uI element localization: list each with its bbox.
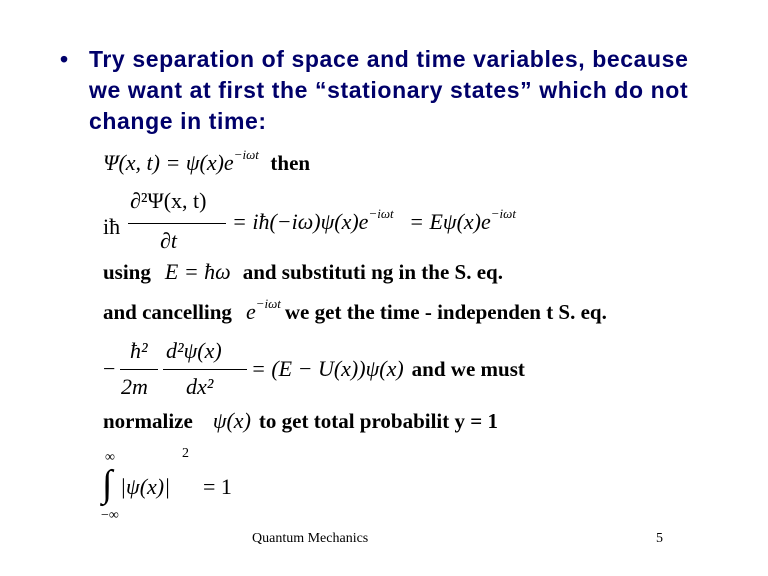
eq2-mid-text: = iħ(−iω)ψ(x)e	[232, 209, 369, 234]
eq2-numerator: ∂²Ψ(x, t)	[130, 188, 207, 213]
bullet-icon: •	[60, 46, 69, 72]
eq2-exponent-2: −iωt	[490, 206, 516, 221]
eq2-denominator: ∂t	[160, 228, 177, 253]
eq1-lhs: Ψ(x, t) = ψ(x)e	[103, 150, 234, 175]
eq2-exponent-1: −iωt	[368, 206, 394, 221]
eq1-exponent: −iωt	[233, 147, 259, 162]
eq1-then: then	[270, 151, 311, 175]
eq2-fraction-bar	[128, 223, 226, 224]
page-number: 5	[656, 531, 663, 546]
eq3-tail: and we must	[411, 357, 525, 381]
eq3-num1: ħ²	[130, 338, 148, 363]
time-independent-text: we get the time - independen t S. eq.	[284, 300, 607, 324]
integral-sign: ∫	[102, 463, 113, 505]
energy-relation: E = ħω	[164, 259, 231, 284]
substituting-text: and substituti ng in the S. eq.	[242, 260, 503, 284]
eq2-rhs-text: = Eψ(x)e	[409, 209, 491, 234]
cancel-base: e	[245, 299, 256, 324]
using-label: using	[103, 260, 151, 284]
eq3-bar1	[120, 369, 158, 370]
eq2-middle	[232, 206, 516, 235]
probability-text: to get total probabilit y = 1	[258, 409, 498, 433]
eq3-minus: −	[103, 356, 116, 381]
integral-power: 2	[182, 446, 189, 461]
equation-separation	[103, 147, 311, 176]
normalize-label: normalize	[103, 409, 193, 433]
cancel-exponent: −iωt	[255, 296, 281, 311]
bullet-point	[60, 44, 720, 137]
cancelling-label: and cancelling	[103, 300, 232, 324]
line-using	[103, 259, 503, 285]
integral-upper-limit: ∞	[105, 450, 115, 465]
eq3-rhs-line	[251, 356, 525, 382]
normalize-psi: ψ(x)	[212, 408, 251, 433]
integral-lower-limit: −∞	[101, 508, 119, 523]
integral-body: |ψ(x)|	[120, 474, 171, 499]
line-cancelling	[103, 296, 607, 325]
integral-rhs: = 1	[203, 474, 232, 499]
eq3-num2: d²ψ(x)	[166, 338, 222, 363]
line-normalize	[103, 408, 498, 434]
eq3-bar2	[163, 369, 247, 370]
eq3-den1: 2m	[121, 374, 148, 399]
eq3-rhs: = (E − U(x))ψ(x)	[251, 356, 404, 381]
eq3-den2: dx²	[186, 374, 214, 399]
bullet-text: Try separation of space and time variables, because we want at first the “stationary states” which do not change in time:	[89, 46, 689, 134]
eq2-prefix: iħ	[103, 214, 121, 239]
footer-title: Quantum Mechanics	[252, 531, 369, 546]
